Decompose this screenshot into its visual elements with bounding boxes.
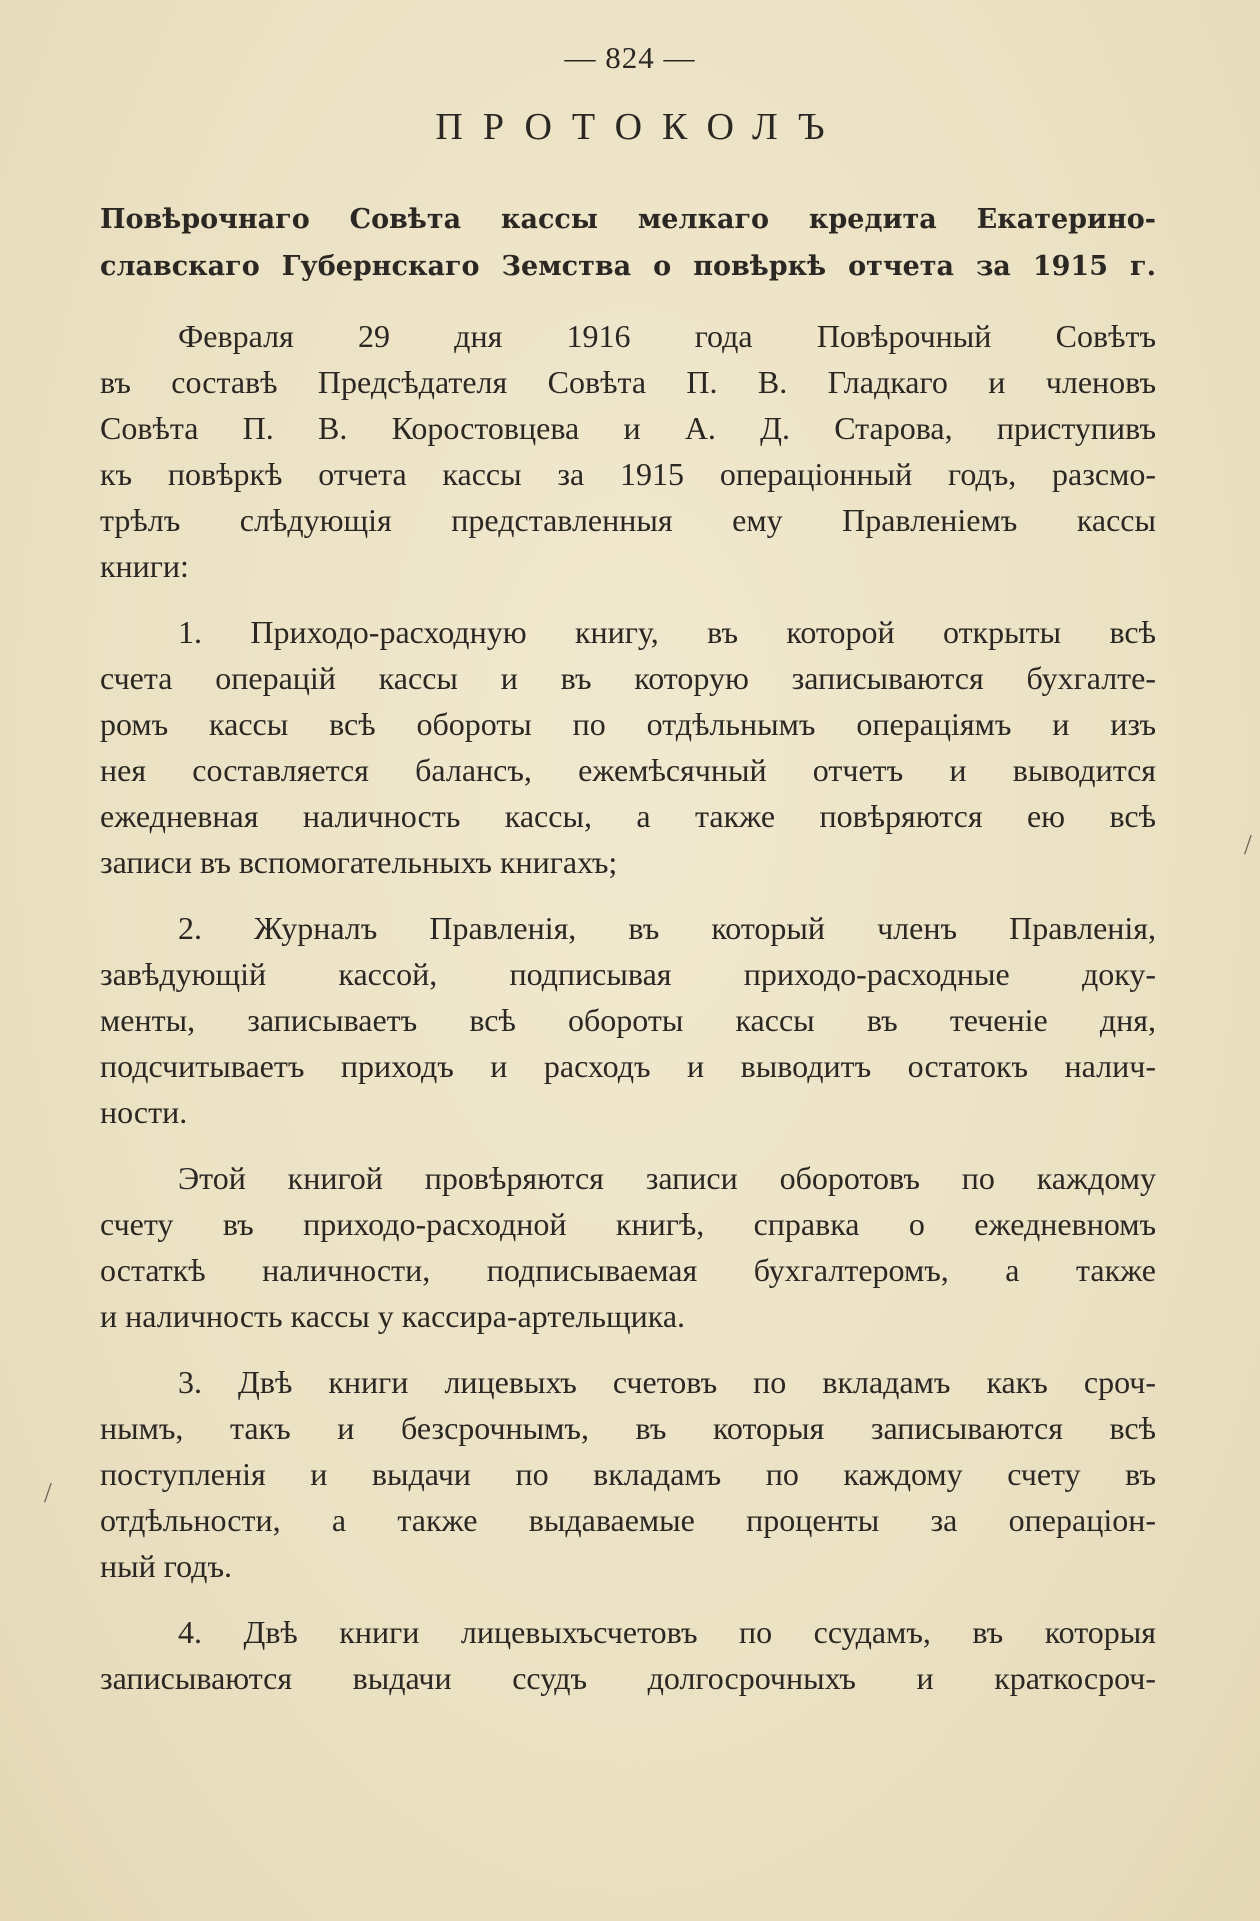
margin-mark: / bbox=[1244, 830, 1252, 861]
text-line: книги: bbox=[100, 548, 189, 584]
paragraph-item-4 bbox=[100, 1609, 1156, 1701]
text-line: остаткѣ наличности, подписываемая бухгалтеромъ, а также bbox=[100, 1252, 1156, 1288]
text-line: ный годъ. bbox=[100, 1548, 232, 1584]
text-line: поступленія и выдачи по вкладамъ по каждому счету въ bbox=[100, 1456, 1156, 1492]
text-line: нея составляется балансъ, ежемѣсячный отчетъ и выводится bbox=[100, 752, 1156, 788]
page-number: — 824 — bbox=[564, 40, 696, 75]
text-line: ромъ кассы всѣ обороты по отдѣльнымъ операціямъ и изъ bbox=[100, 706, 1156, 742]
document-subtitle bbox=[100, 196, 1156, 290]
text-line: счета операцій кассы и въ которую записываются бухгалте- bbox=[100, 660, 1156, 696]
document-body bbox=[100, 313, 1156, 1701]
text-line: ежедневная наличность кассы, а также повѣряются ею всѣ bbox=[100, 798, 1156, 834]
subtitle-line: Повѣрочнаго Совѣта кассы мелкаго кредита Екатерино- bbox=[100, 204, 1156, 235]
text-line: 4. Двѣ книги лицевыхъсчетовъ по ссудамъ, въ которыя bbox=[178, 1614, 1156, 1650]
text-line: 3. Двѣ книги лицевыхъ счетовъ по вкладамъ какъ сроч- bbox=[178, 1364, 1156, 1400]
paragraph-item-3 bbox=[100, 1359, 1156, 1589]
text-line: завѣдующій кассой, подписывая приходо-расходные доку- bbox=[100, 956, 1156, 992]
text-line: подсчитываетъ приходъ и расходъ и выводитъ остатокъ налич- bbox=[100, 1048, 1156, 1084]
text-line: 1. Приходо-расходную книгу, въ которой открыты всѣ bbox=[178, 614, 1156, 650]
text-line: Февраля 29 дня 1916 года Повѣрочный Совѣтъ bbox=[178, 318, 1156, 354]
text-line: ности. bbox=[100, 1094, 188, 1130]
paragraph-item-2 bbox=[100, 905, 1156, 1135]
text-line: счету въ приходо-расходной книгѣ, справка о ежедневномъ bbox=[100, 1206, 1156, 1242]
text-line: 2. Журналъ Правленія, въ который членъ Правленія, bbox=[178, 910, 1156, 946]
text-line: къ повѣркѣ отчета кассы за 1915 операціонный годъ, разсмо- bbox=[100, 456, 1156, 492]
text-line: Совѣта П. В. Коростовцева и А. Д. Старова, приступивъ bbox=[100, 410, 1156, 446]
text-line: Этой книгой провѣряются записи оборотовъ по каждому bbox=[178, 1160, 1156, 1196]
document-heading: ПРОТОКОЛЪ bbox=[435, 106, 845, 148]
text-line: менты, записываетъ всѣ обороты кассы въ теченіе дня, bbox=[100, 1002, 1156, 1038]
text-line: отдѣльности, а также выдаваемые проценты за операціон- bbox=[100, 1502, 1156, 1538]
text-line: записи въ вспомогательныхъ книгахъ; bbox=[100, 844, 618, 880]
subtitle-line: славскаго Губернскаго Земства о повѣркѣ отчета за 1915 г. bbox=[100, 251, 1156, 282]
margin-mark: / bbox=[44, 1478, 52, 1509]
text-line: въ составѣ Предсѣдателя Совѣта П. В. Гладкаго и членовъ bbox=[100, 364, 1156, 400]
paragraph-item-1 bbox=[100, 609, 1156, 885]
text-line: нымъ, такъ и безсрочнымъ, въ которыя записываются всѣ bbox=[100, 1410, 1156, 1446]
text-line: трѣлъ слѣдующія представленныя ему Правленіемъ кассы bbox=[100, 502, 1156, 538]
paragraph-journal-note bbox=[100, 1155, 1156, 1339]
text-line: и наличность кассы у кассира-артельщика. bbox=[100, 1298, 686, 1334]
paragraph-intro bbox=[100, 313, 1156, 589]
text-line: записываются выдачи ссудъ долгосрочныхъ и краткосроч- bbox=[100, 1660, 1156, 1696]
